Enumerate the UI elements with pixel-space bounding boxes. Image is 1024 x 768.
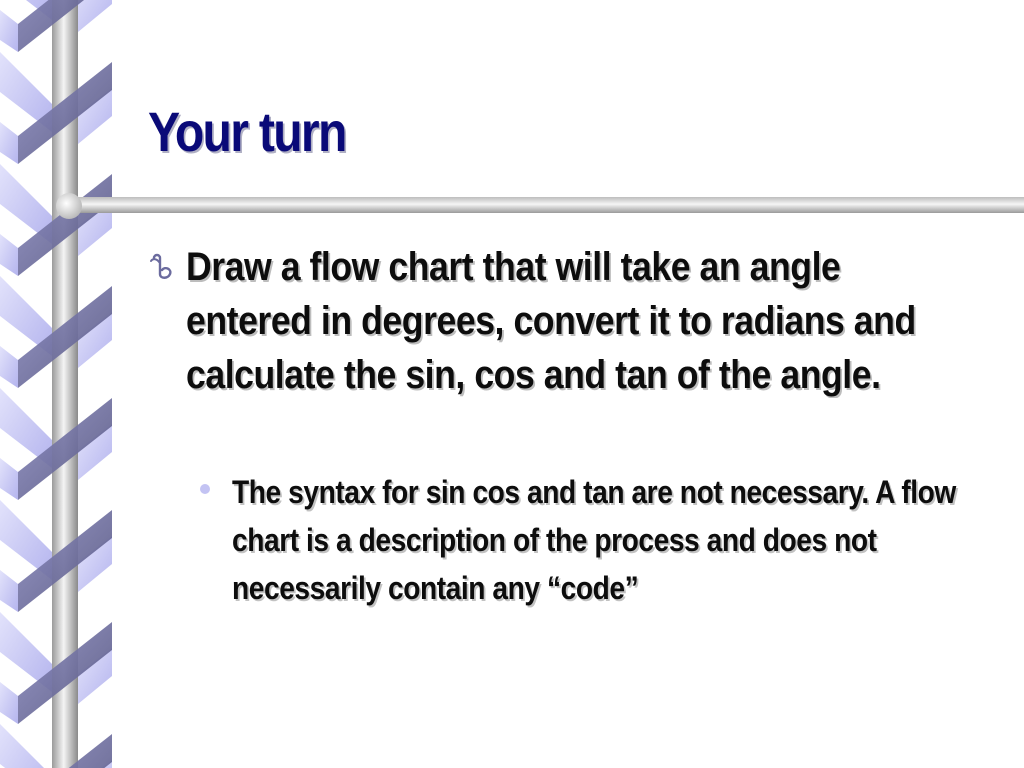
ribbon-decoration	[0, 0, 115, 768]
slide-title: Your turn	[148, 100, 346, 163]
title-divider-bar	[56, 193, 1024, 219]
scroll-icon	[148, 252, 178, 282]
bullet-text: Draw a flow chart that will take an angle entered in degrees, convert it to radians and calculate the sin, cos and tan of the angle.	[186, 245, 916, 397]
sub-bullet-text: The syntax for sin cos and tan are not necessary. A flow chart is a description of the process and does not necessarily contain any “code”	[232, 474, 956, 606]
dot-icon	[200, 484, 210, 494]
